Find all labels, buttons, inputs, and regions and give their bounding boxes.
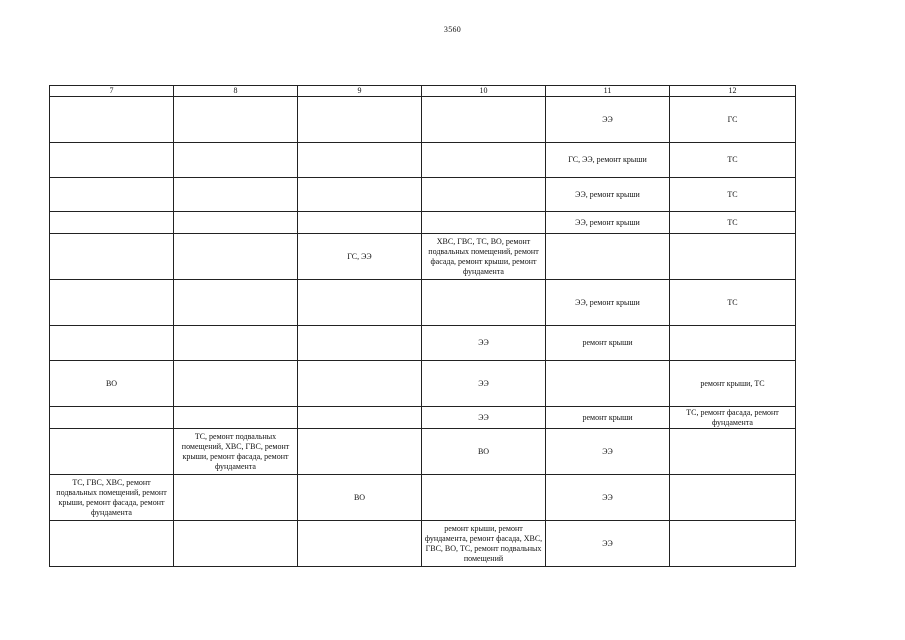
table-cell: ТС xyxy=(670,178,796,212)
table-cell xyxy=(174,97,298,143)
table-cell: ЭЭ xyxy=(422,326,546,361)
table-cell: ТС, ремонт фасада, ремонт фундамента xyxy=(670,407,796,429)
table-cell: ВО xyxy=(50,361,174,407)
table-cell: ремонт крыши xyxy=(546,326,670,361)
table-cell xyxy=(422,97,546,143)
table-cell: ЭЭ xyxy=(546,97,670,143)
column-header-10: 10 xyxy=(422,86,546,97)
table-cell: ТС, ГВС, ХВС, ремонт подвальных помещений, ремонт крыши, ремонт фасада, ремонт фундамента xyxy=(50,475,174,521)
table-cell xyxy=(422,178,546,212)
table-cell: ГС, ЭЭ xyxy=(298,234,422,280)
table-body xyxy=(50,97,796,567)
table-cell xyxy=(50,212,174,234)
table-cell: ЭЭ xyxy=(422,361,546,407)
table-cell xyxy=(174,143,298,178)
table-cell xyxy=(50,143,174,178)
table-cell: ВО xyxy=(298,475,422,521)
table-cell: ремонт крыши, ТС xyxy=(670,361,796,407)
table-cell: ТС xyxy=(670,143,796,178)
table-row xyxy=(50,234,796,280)
table-cell: ЭЭ, ремонт крыши xyxy=(546,212,670,234)
table-cell xyxy=(298,280,422,326)
table-cell xyxy=(298,178,422,212)
table-cell xyxy=(546,361,670,407)
table-row xyxy=(50,97,796,143)
column-header-9: 9 xyxy=(298,86,422,97)
column-header-8: 8 xyxy=(174,86,298,97)
table-cell xyxy=(174,326,298,361)
table-cell: ТС xyxy=(670,280,796,326)
table-cell xyxy=(174,212,298,234)
table-cell: ремонт крыши, ремонт фундамента, ремонт фасада, ХВС, ГВС, ВО, ТС, ремонт подвальных помещений xyxy=(422,521,546,567)
table-cell: ВО xyxy=(422,429,546,475)
table-cell: ЭЭ xyxy=(546,521,670,567)
table-cell xyxy=(174,280,298,326)
table-row xyxy=(50,212,796,234)
table-cell xyxy=(298,326,422,361)
table-cell xyxy=(50,326,174,361)
table-cell: ЭЭ, ремонт крыши xyxy=(546,178,670,212)
column-header-11: 11 xyxy=(546,86,670,97)
table-header-row xyxy=(50,86,796,97)
table-cell xyxy=(50,407,174,429)
table-cell xyxy=(298,97,422,143)
table-row xyxy=(50,143,796,178)
table-cell xyxy=(50,178,174,212)
table-cell xyxy=(298,212,422,234)
table-cell: ремонт крыши xyxy=(546,407,670,429)
page-number: 3560 xyxy=(443,25,462,34)
table-cell xyxy=(422,212,546,234)
table-cell xyxy=(670,326,796,361)
table-cell xyxy=(670,521,796,567)
table-cell: ХВС, ГВС, ТС, ВО, ремонт подвальных помещений, ремонт фасада, ремонт крыши, ремонт фундамента xyxy=(422,234,546,280)
table-cell xyxy=(174,475,298,521)
table-row xyxy=(50,280,796,326)
table-cell xyxy=(50,97,174,143)
table-cell xyxy=(174,234,298,280)
table-row xyxy=(50,407,796,429)
table-cell: ЭЭ xyxy=(546,429,670,475)
table-cell xyxy=(174,407,298,429)
table-cell: ЭЭ, ремонт крыши xyxy=(546,280,670,326)
table-cell xyxy=(422,280,546,326)
table-cell: ГС xyxy=(670,97,796,143)
table-row xyxy=(50,475,796,521)
table-cell xyxy=(50,234,174,280)
table-cell xyxy=(174,521,298,567)
table-cell: ТС xyxy=(670,212,796,234)
table-row xyxy=(50,521,796,567)
table-row xyxy=(50,361,796,407)
table-row xyxy=(50,178,796,212)
table-cell xyxy=(546,234,670,280)
column-header-12: 12 xyxy=(670,86,796,97)
table-cell xyxy=(298,521,422,567)
works-table xyxy=(49,85,796,567)
table-cell: ТС, ремонт подвальных помещений, ХВС, ГВС, ремонт крыши, ремонт фасада, ремонт фундамента xyxy=(174,429,298,475)
table-cell: ЭЭ xyxy=(422,407,546,429)
table-cell xyxy=(422,143,546,178)
table-cell xyxy=(50,521,174,567)
table-cell xyxy=(670,429,796,475)
table-row xyxy=(50,429,796,475)
table-row xyxy=(50,326,796,361)
table-cell xyxy=(174,178,298,212)
table-cell xyxy=(670,234,796,280)
table-cell xyxy=(298,429,422,475)
table-cell xyxy=(298,361,422,407)
column-header-7: 7 xyxy=(50,86,174,97)
table-cell xyxy=(50,280,174,326)
table-cell xyxy=(174,361,298,407)
table-cell xyxy=(298,143,422,178)
table-cell: ЭЭ xyxy=(546,475,670,521)
table-cell xyxy=(50,429,174,475)
table-cell: ГС, ЭЭ, ремонт крыши xyxy=(546,143,670,178)
table-cell xyxy=(670,475,796,521)
table-cell xyxy=(298,407,422,429)
table-cell xyxy=(422,475,546,521)
